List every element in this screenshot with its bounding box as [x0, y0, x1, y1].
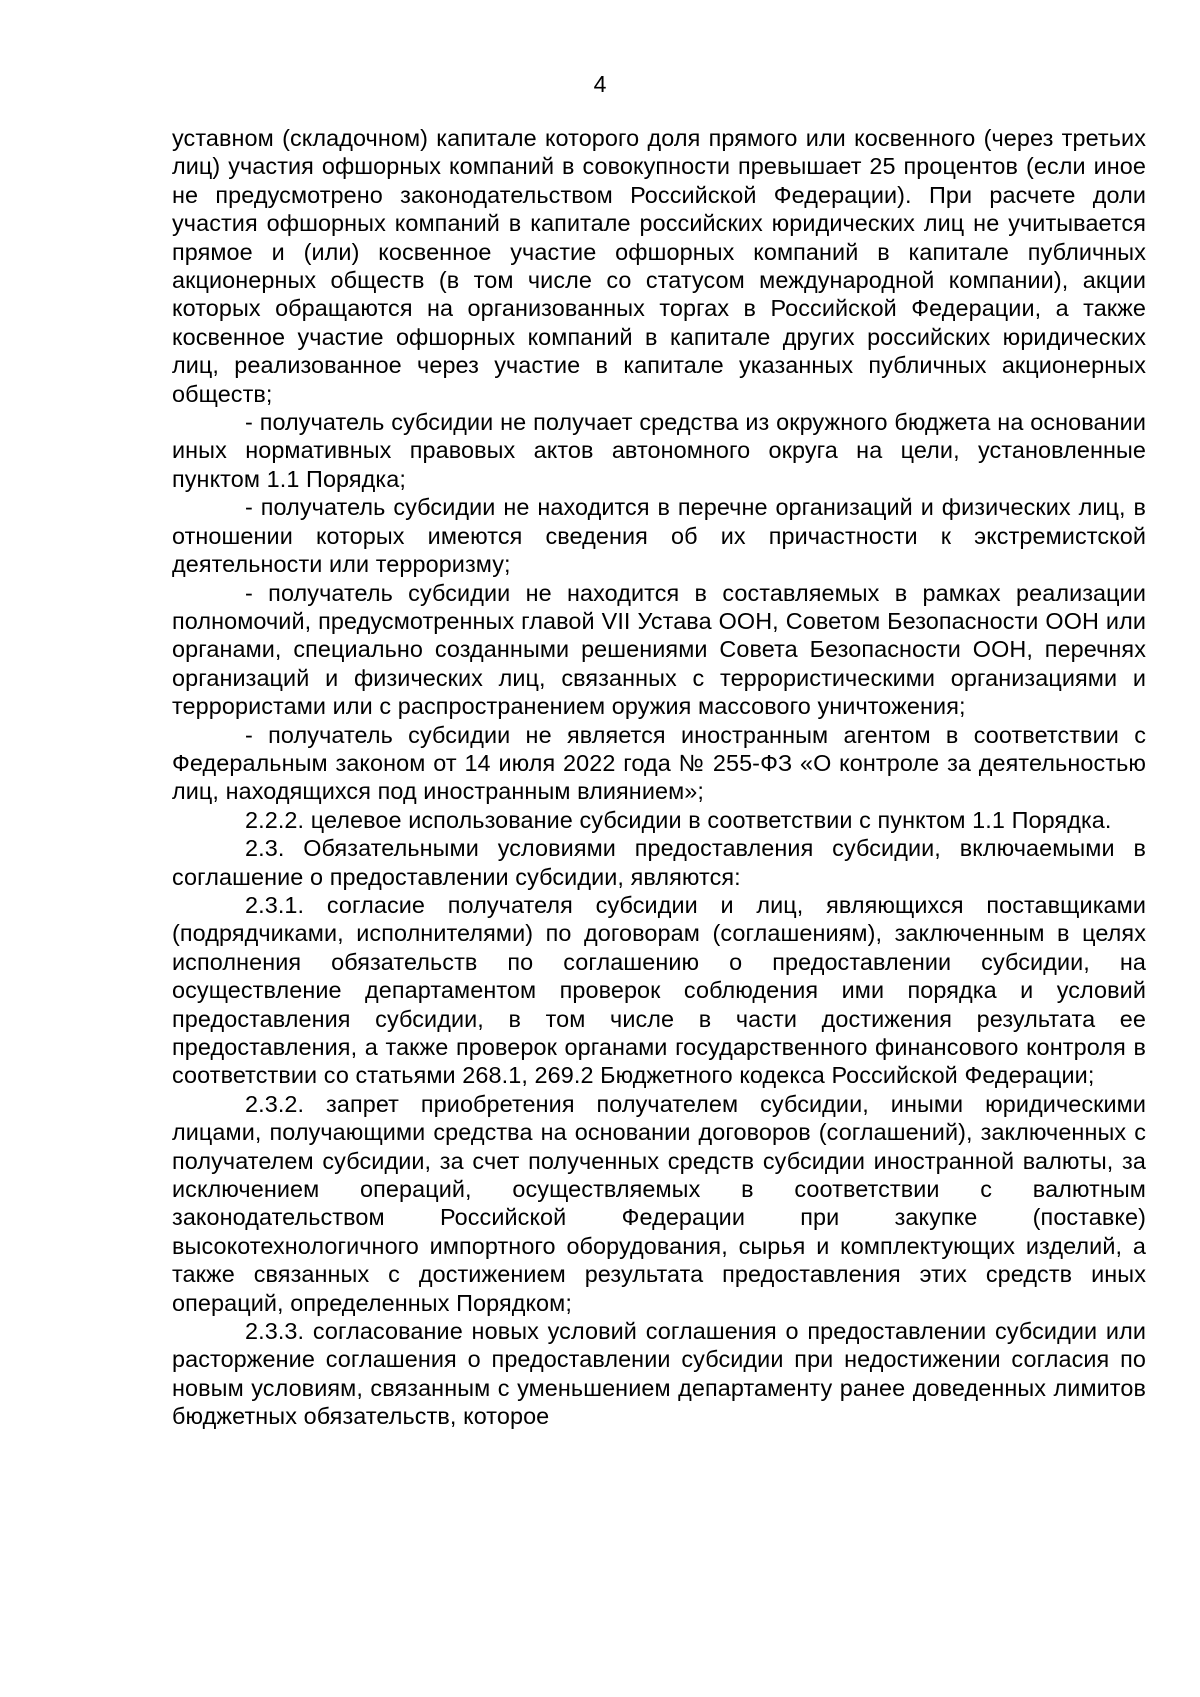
- paragraph-2-3-3: 2.3.3. согласование новых условий соглашения о предоставлении субсидии или расторжение соглашения о предоставлении субсидии при недостижении согласия по новым условиям, связанным с уменьшением департаменту ранее доведенных лимитов бюджетных обязательств, которое: [172, 1318, 1146, 1430]
- paragraph-2-3-1: 2.3.1. согласие получателя субсидии и лиц, являющихся поставщиками (подрядчиками, исполнителями) по договорам (соглашениям), заключенным в целях исполнения обязательств по соглашению о предоставлении субсидии, на осуществление департаментом проверок соблюдения ими порядка и условий предоставления субсидии, в том числе в части достижения результата ее предоставления, а также проверок органами государственного финансового контроля в соответствии со статьями 268.1, 269.2 Бюджетного кодекса Российской Федерации;: [172, 891, 1146, 1089]
- paragraph-2-3: 2.3. Обязательными условиями предоставления субсидии, включаемыми в соглашение о предоставлении субсидии, являются:: [172, 835, 1146, 890]
- paragraph-2-2-2: 2.2.2. целевое использование субсидии в соответствии с пунктом 1.1 Порядка.: [245, 806, 1112, 833]
- page-number: 4: [593, 71, 607, 97]
- paragraph-not-un-sanctions-list: - получатель субсидии не находится в составляемых в рамках реализации полномочий, предусмотренных главой VII Устава ООН, Советом Безопасности ООН или органами, специально созданными решениями Совета Безопасности ООН, перечнях организаций и физических лиц, связанных с террористическими организациями и террористами или с распространением оружия массового уничтожения;: [172, 579, 1146, 720]
- paragraph-offshore-share: уставном (складочном) капитале которого доля прямого или косвенного (через третьих лиц) участия офшорных компаний в совокупности превышает 25 процентов (если иное не предусмотрено законодательством Российской Федерации). При расчете доли участия офшорных компаний в капитале российских юридических лиц не учитывается прямое и (или) косвенное участие офшорных компаний в капитале публичных акционерных обществ (в том числе со статусом международной компании), акции которых обращаются на организованных торгах в Российской Федерации, а также косвенное участие офшорных компаний в капитале других российских юридических лиц, реализованное через участие в капитале указанных публичных акционерных обществ;: [172, 125, 1146, 407]
- paragraph-not-foreign-agent: - получатель субсидии не является иностранным агентом в соответствии с Федеральным законом от 14 июля 2022 года № 255-ФЗ «О контроле за деятельностью лиц, находящихся под иностранным влиянием»;: [172, 721, 1146, 805]
- paragraph-no-district-budget-funds: - получатель субсидии не получает средства из окружного бюджета на основании иных нормативных правовых актов автономного округа на цели, установленные пунктом 1.1 Порядка;: [172, 409, 1146, 492]
- paragraph-2-3-2: 2.3.2. запрет приобретения получателем субсидии, иными юридическими лицами, получающими средства на основании договоров (соглашений), заключенных с получателем субсидии, за счет полученных средств субсидии иностранной валюты, за исключением операций, осуществляемых в соответствии с валютным законодательством Российской Федерации при закупке (поставке) высокотехнологичного импортного оборудования, сырья и комплектующих изделий, а также связанных с достижением результата предоставления этих средств иных операций, определенных Порядком;: [172, 1090, 1146, 1316]
- document-body: [172, 124, 1146, 1431]
- paragraph-not-extremist-list: - получатель субсидии не находится в перечне организаций и физических лиц, в отношении которых имеются сведения об их причастности к экстремистской деятельности или терроризму;: [172, 494, 1146, 578]
